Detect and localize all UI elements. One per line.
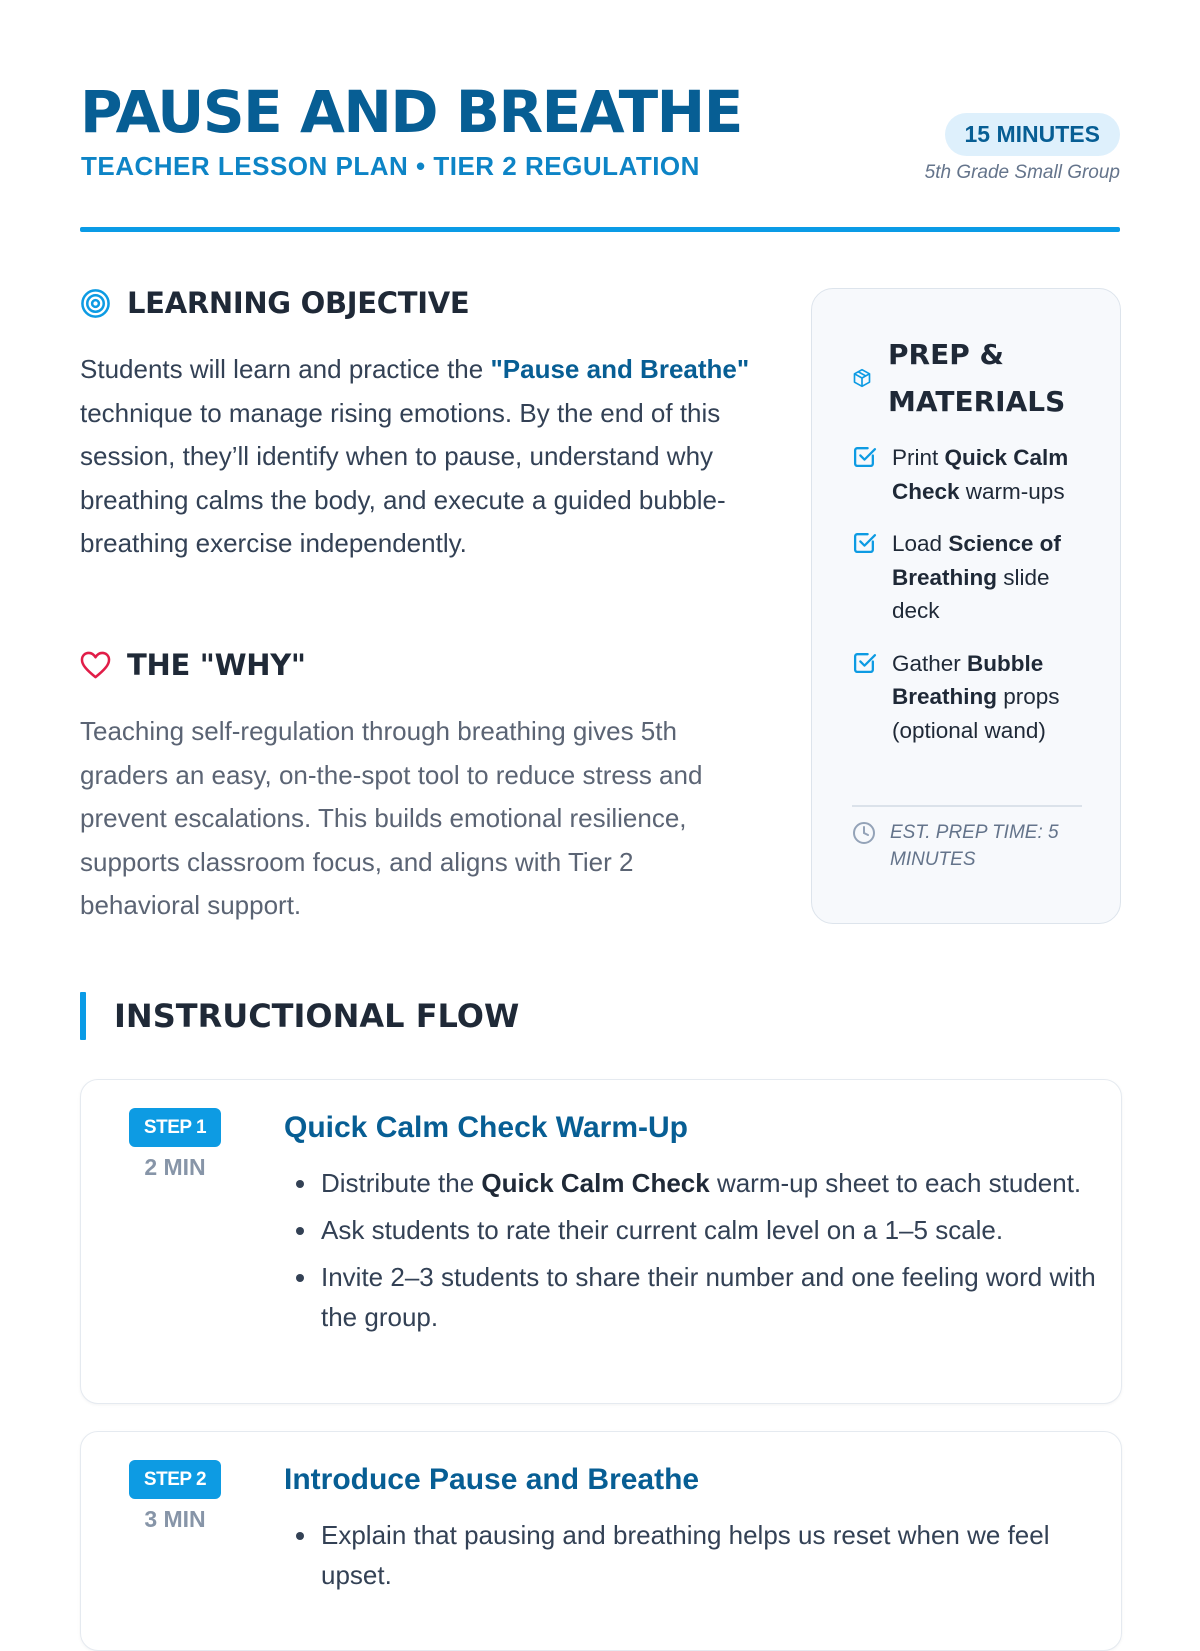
header-divider [80,227,1120,232]
step-duration: 3 MIN [144,1506,206,1532]
prep-item-text [892,441,1092,508]
prep-item-text-pre: Print [892,445,945,470]
flow-accent-bar [80,992,86,1040]
step-badge: STEP 1 [129,1108,221,1147]
prep-item-text-post: warm-ups [959,478,1065,504]
objective-heading-row [80,286,469,320]
objective-heading: LEARNING OBJECTIVE [127,286,470,320]
step-bullet-text-pre: Distribute the [321,1168,482,1198]
prep-item-text-bold: Science of Breathing [892,531,1061,590]
objective-text-start: Students will learn and practice the [80,354,491,384]
page-subtitle: TEACHER LESSON PLAN • TIER 2 REGULATION [81,151,700,181]
flow-heading: INSTRUCTIONAL FLOW [114,997,520,1035]
objective-text-end: technique to manage rising emotions. By the end of this session, they’ll identify when to pause, understand why breathing calms the body, and execute a guided bubble-breathing exercise independently. [80,397,726,558]
step-bullet-text: Explain that pausing and breathing helps us reset when we feel upset. [321,1520,1050,1590]
check-square-icon [852,647,878,748]
prep-materials-card [811,288,1121,924]
step-bullet-text-post: warm-up sheet to each student. [709,1168,1082,1198]
prep-time-row [852,819,1092,873]
why-heading-row [80,648,306,682]
why-heading: THE "WHY" [127,648,306,682]
target-icon [80,288,111,319]
step-card [80,1431,1122,1651]
step-bullet-text: Invite 2–3 students to share their number and one feeling word with the group. [321,1262,1096,1332]
check-square-icon [852,527,878,628]
prep-time-text: EST. PREP TIME: 5 MINUTES [890,822,1059,870]
step-title: Introduce Pause and Breathe [284,1463,700,1496]
clock-icon [852,819,876,873]
prep-checklist [852,441,1092,766]
prep-item [852,441,1092,508]
step-title: Quick Calm Check Warm-Up [284,1111,688,1144]
box-icon [852,368,872,388]
prep-item-text-bold: Bubble Breathing [892,650,1044,709]
prep-heading-row [852,331,1088,425]
step-bullets [287,1163,1099,1344]
prep-item-text-post: props (optional wand) [892,684,1060,743]
step-bullet [319,1515,1099,1595]
grade-group-label: 5th Grade Small Group [924,162,1120,183]
heart-icon [80,651,111,680]
step-card [80,1079,1122,1404]
prep-item-text-bold: Quick Calm Check [892,445,1069,504]
objective-text [80,348,760,566]
step-badge: STEP 2 [129,1460,221,1499]
step-bullet [319,1210,1099,1250]
step-bullet-text-bold: Quick Calm Check [481,1168,710,1198]
page-title: PAUSE AND BREATHE [80,78,742,146]
prep-item-text-post: slide deck [892,564,1050,623]
step-bullet [319,1257,1099,1337]
prep-item [852,527,1092,628]
why-text: Teaching self-regulation through breathing gives 5th graders an easy, on-the-spot tool to reduce stress and prevent escalations. This builds emotional resilience, supports classroom focus, and aligns with Tier 2 behavioral support. [80,716,703,920]
prep-item-text [892,527,1092,628]
technique-name-highlight: "Pause and Breathe" [490,354,750,384]
prep-divider [852,805,1082,807]
check-square-icon [852,441,878,508]
step-bullets [287,1515,1099,1602]
step-bullet-text: Ask students to rate their current calm level on a 1–5 scale. [321,1215,1004,1245]
prep-item [852,647,1092,748]
duration-badge: 15 MINUTES [945,113,1120,156]
prep-item-text-pre: Load [892,531,949,556]
prep-item-text [892,647,1092,748]
prep-heading: PREP & MATERIALS [888,338,1066,418]
prep-item-text-pre: Gather [892,650,968,676]
step-duration: 2 MIN [144,1154,206,1180]
step-bullet [319,1163,1099,1203]
